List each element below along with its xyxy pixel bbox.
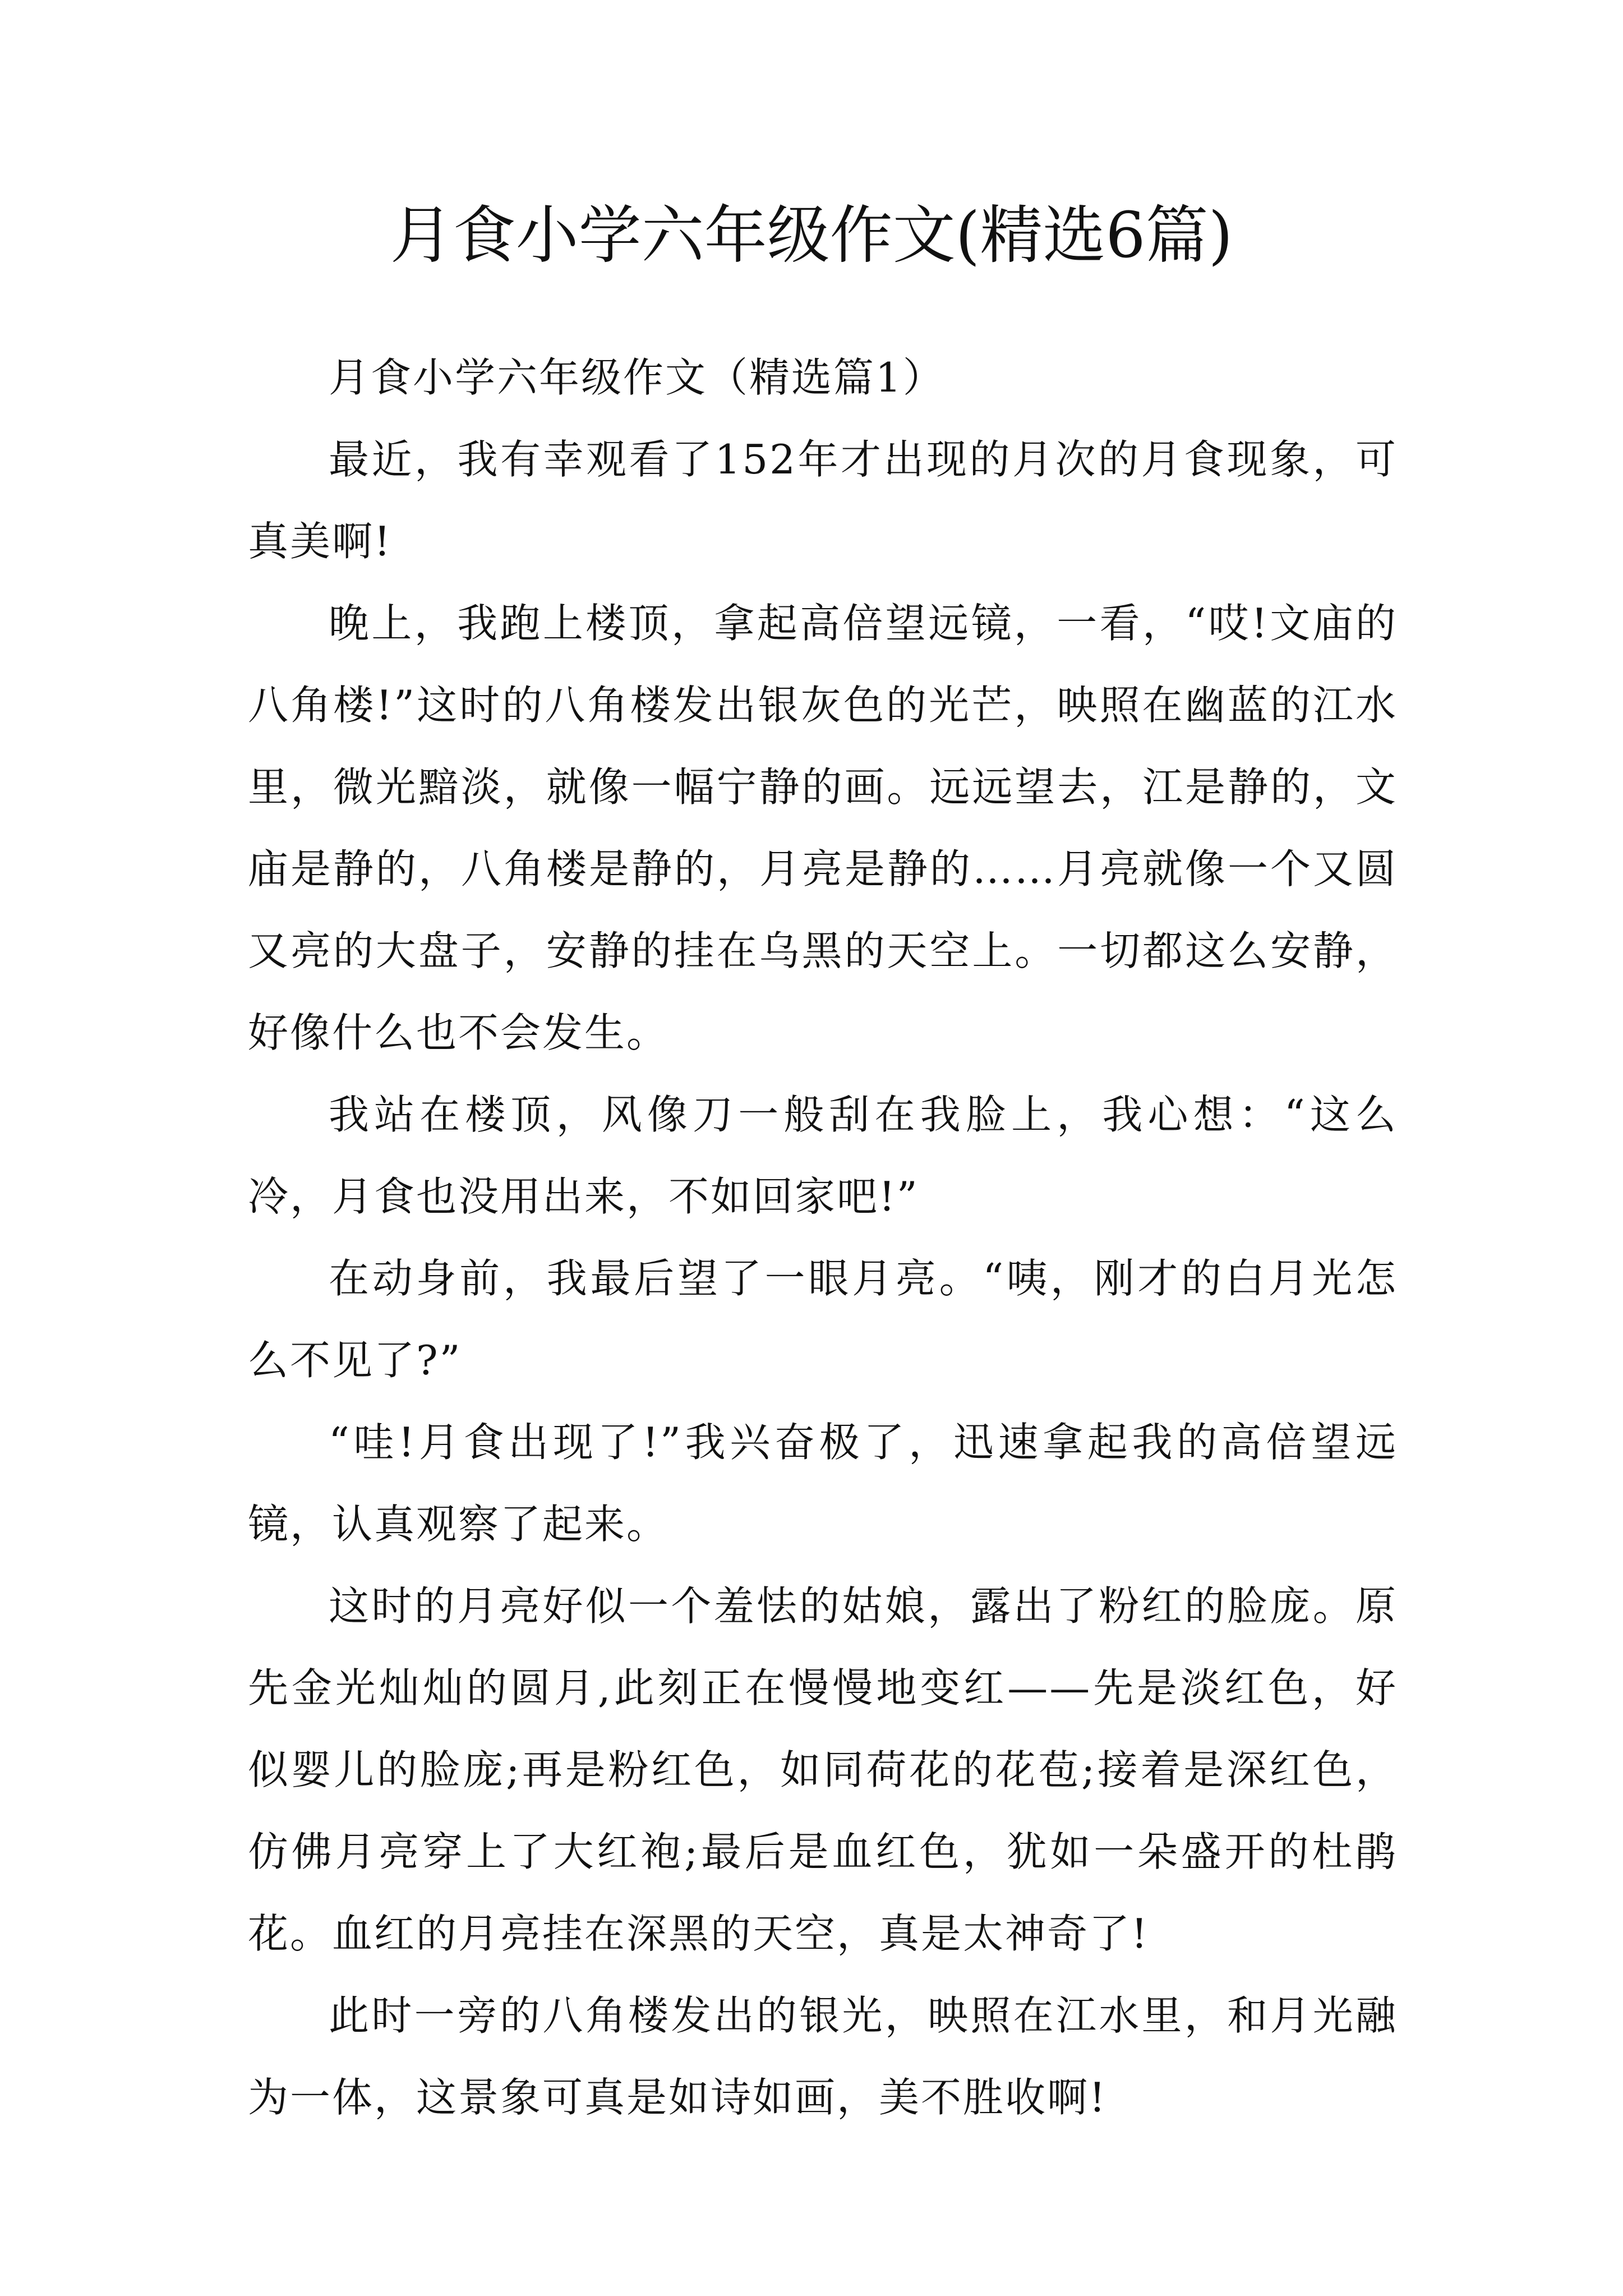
paragraph: 这时的月亮好似一个羞怯的姑娘，露出了粉红的脸庞。原先金光灿灿的圆月,此刻正在慢慢地变红——先是淡红色，好似婴儿的脸庞;再是粉红色，如同荷花的花苞;接着是深红色，仿佛月亮穿上了大红袍;最后是血红色，犹如一朵盛开的杜鹃花。血红的月亮挂在深黑的天空，真是太神奇了! [248, 1582, 1398, 1957]
paragraph: 我站在楼顶，风像刀一般刮在我脸上，我心想：“这么冷，月食也没用出来，不如回家吧!” [248, 1091, 1398, 1220]
paragraph: 此时一旁的八角楼发出的银光，映照在江水里，和月光融为一体，这景象可真是如诗如画，美不胜收啊! [248, 1992, 1398, 2121]
document-body [248, 337, 1398, 2138]
paragraph: “哇!月食出现了!”我兴奋极了，迅速拿起我的高倍望远镜，认真观察了起来。 [248, 1419, 1398, 1548]
paragraph: 晚上，我跑上楼顶，拿起高倍望远镜，一看，“哎!文庙的八角楼!”这时的八角楼发出银灰色的光芒，映照在幽蓝的江水里，微光黯淡，就像一幅宁静的画。远远望去，江是静的，文庙是静的，八角楼是静的，月亮是静的……月亮就像一个又圆又亮的大盘子，安静的挂在乌黑的天空上。一切都这么安静，好像什么也不会发生。 [248, 600, 1398, 1056]
document-title: 月食小学六年级作文(精选6篇) [390, 199, 1233, 272]
paragraph: 在动身前，我最后望了一眼月亮。“咦，刚才的白月光怎么不见了?” [248, 1255, 1398, 1384]
paragraph: 最近，我有幸观看了152年才出现的月次的月食现象，可真美啊! [248, 436, 1398, 565]
section-heading: 月食小学六年级作文（精选篇1） [329, 354, 945, 401]
